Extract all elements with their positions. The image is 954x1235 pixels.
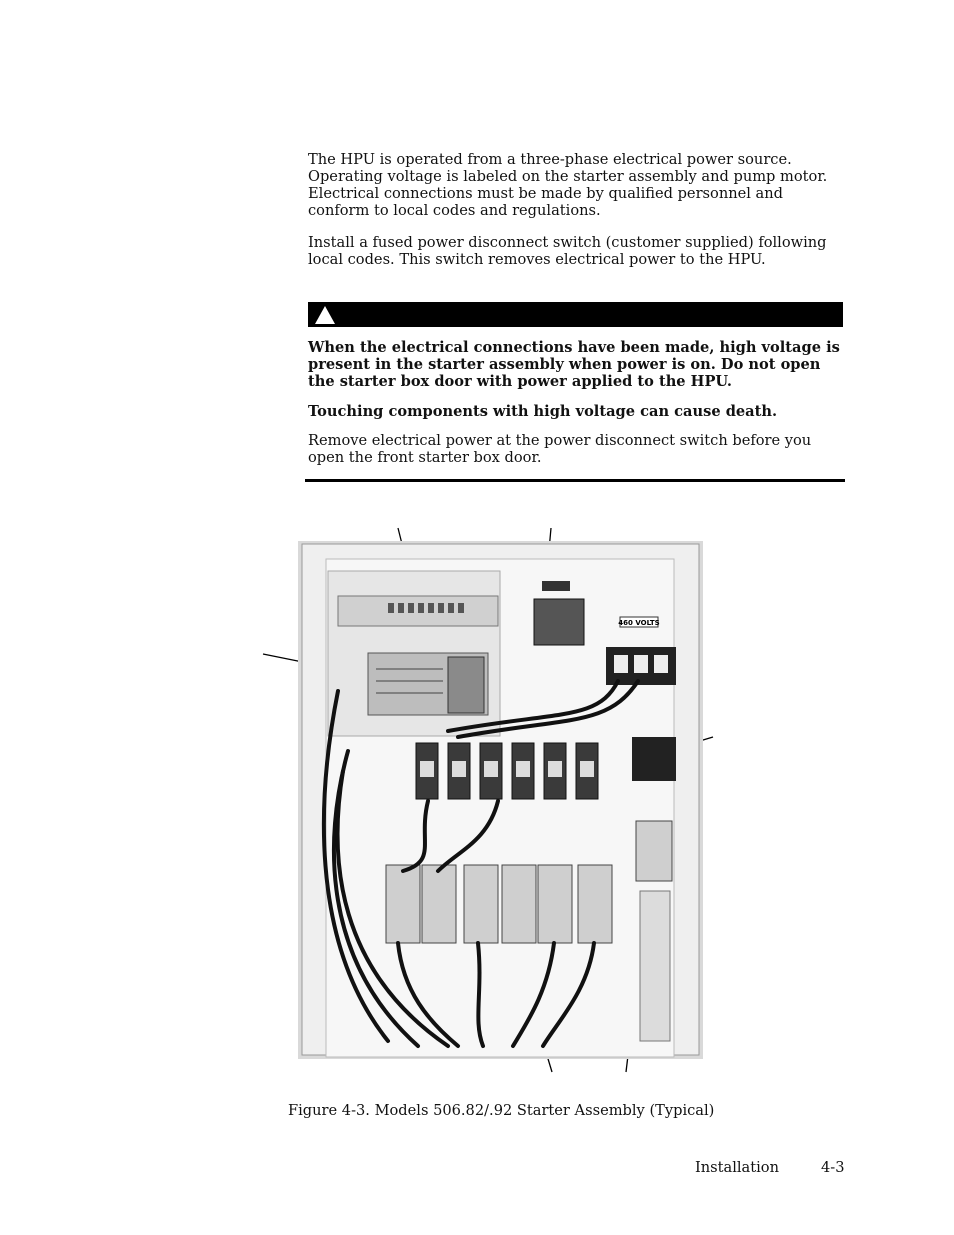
section-divider	[305, 479, 845, 482]
warning-text-remove-power: Remove electrical power at the power disconnect switch before you open the front starter box door.	[308, 432, 812, 466]
voltage-label: 460 VOLTS	[618, 619, 660, 627]
warning-triangle-icon	[314, 305, 336, 325]
disconnect-paragraph: Install a fused power disconnect switch (customer supplied) following local codes. This switch removes electrical power to the HPU.	[308, 234, 827, 268]
footer-page-number: 4-3	[821, 1159, 845, 1176]
warning-banner	[308, 302, 843, 327]
starter-assembly-figure	[298, 541, 703, 1059]
warning-text-death: Touching components with high voltage can cause death.	[308, 403, 778, 420]
figure-caption: Figure 4-3. Models 506.82/.92 Starter Assembly (Typical)	[288, 1102, 715, 1119]
warning-text-voltage: When the electrical connections have been made, high voltage is present in the starter assembly when power is on. Do not open the starter box door with power applied to the HPU.	[308, 339, 840, 390]
footer-section-title: Installation	[695, 1159, 779, 1176]
intro-paragraph: The HPU is operated from a three-phase electrical power source. Operating voltage is labeled on the starter assembly and pump motor. Electrical connections must be made by qualified personnel and conform to local codes and regulations.	[308, 151, 828, 219]
